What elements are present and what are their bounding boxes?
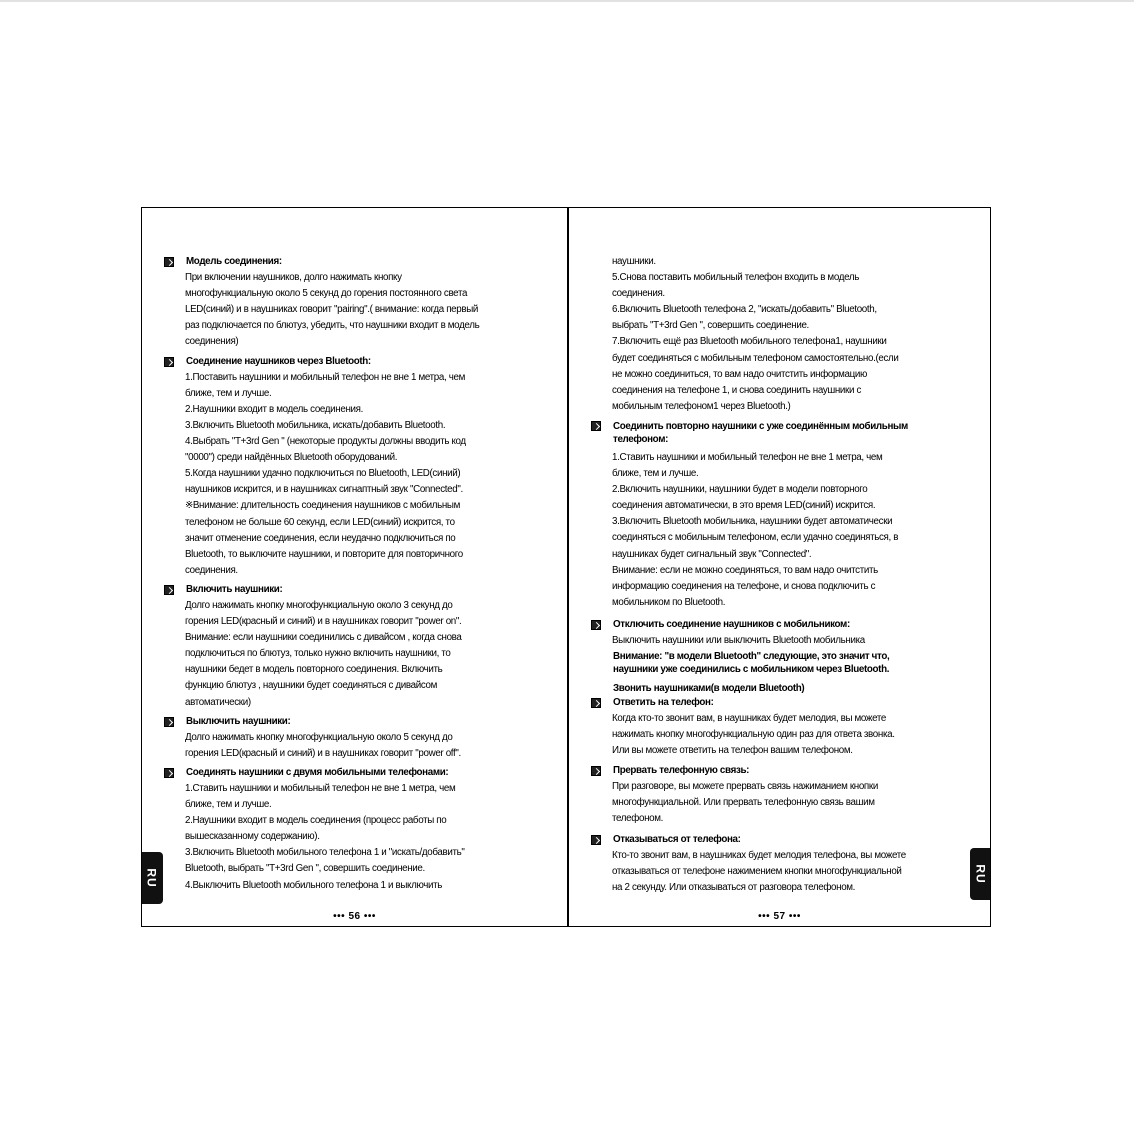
text-line: Внимание: если наушники соединились с дивайсом , когда снова (185, 632, 462, 644)
text-line: телефоном. (612, 812, 663, 824)
language-tab-ru: RU (970, 848, 990, 900)
section-heading: Соединение наушников через Bluetooth: (164, 354, 548, 370)
manual-spread (141, 207, 991, 927)
page-57 (569, 208, 990, 926)
text-line: соединения на телефоне 1, и снова соединить наушники с (612, 384, 862, 396)
checkbox-bullet-icon (164, 585, 174, 595)
text-line: 3.Включить Bluetooth мобильника, искать/добавить Bluetooth. (185, 419, 446, 431)
text-line: вышесказанному содержанию). (185, 831, 320, 843)
section-body (591, 450, 977, 611)
page-56 (142, 208, 567, 926)
text-line: 5.Снова поставить мобильный телефон входить в модель (612, 272, 859, 284)
section-heading: Модель соединения: (164, 254, 548, 270)
text-line: горения LED(красный и синий) и в наушниках говорит "power on". (185, 616, 462, 628)
text-line: ближе, тем и лучше. (185, 799, 272, 811)
page-number: ••• 57 ••• (758, 911, 801, 922)
text-line: наушники бедет в модель повторного соединения. Включить (185, 664, 443, 676)
section-body (164, 270, 548, 350)
text-line: функцию блютуз , наушники будет соединяться с дивайсом (185, 680, 437, 692)
checkbox-bullet-icon (591, 835, 601, 845)
checkbox-bullet-icon (164, 257, 174, 267)
section-heading: Отказываться от телефона: (591, 832, 977, 848)
section-heading: Соединять наушники с двумя мобильными телефонами: (164, 765, 548, 781)
section-body (164, 598, 548, 711)
text-line: 1.Ставить наушники и мобильный телефон не вне 1 метра, чем (185, 783, 456, 794)
checkbox-bullet-icon (591, 620, 601, 630)
section-heading: Включить наушники: (164, 582, 548, 598)
text-line: мобильником по Bluetooth. (612, 596, 726, 608)
text-line: 2.Наушники входит в модель соединения (процесс работы по (185, 815, 447, 827)
section-body (591, 254, 977, 415)
text-line: 4.Выключить Bluetooth мобильного телефона 1 и выключить (185, 879, 443, 891)
text-line: наушники. (612, 256, 656, 267)
text-line: LED(синий) и в наушниках говорит "pairing".( внимание: когда первый (185, 304, 479, 316)
text-line: Bluetooth, выбрать "T+3rd Gen ", совершить соединение. (185, 863, 425, 875)
checkbox-bullet-icon (164, 357, 174, 367)
section-body (591, 848, 977, 896)
section-body (164, 781, 548, 894)
text-line: ближе, тем и лучше. (612, 468, 699, 480)
text-line: 5.Когда наушники удачно подключиться по Bluetooth, LED(синий) (185, 468, 461, 480)
text-line: наушниках будет сигнальный звук "Connected". (612, 548, 812, 560)
text-line: 3.Включить Bluetooth мобильника, наушники будет автоматически (612, 516, 893, 528)
text-line: Долго нажимать кнопку многофункциальную около 5 секунд до (185, 731, 453, 743)
text-line: Когда кто-то звонит вам, в наушниках будет мелодия, вы можете (612, 713, 887, 725)
text-line: наушников искрится, и в наушниках сигнаптный звук "Connected". (185, 484, 463, 496)
text-line: будет соединяться с мобильным телефоном самостоятельно.(если (612, 352, 899, 364)
text-line: не можно соединиться, то вам надо очитстить информацию (612, 368, 867, 380)
checkbox-bullet-icon (591, 421, 601, 431)
text-line: ближе, тем и лучше. (185, 387, 272, 399)
page-56-content (164, 254, 548, 894)
section-heading: Прервать телефонную связь: (591, 763, 977, 779)
checkbox-bullet-icon (591, 698, 601, 708)
section-body (591, 711, 977, 759)
section-body (164, 370, 548, 579)
text-line: 1.Ставить наушники и мобильный телефон не вне 1 метра, чем (612, 451, 883, 463)
text-line: 3.Включить Bluetooth мобильного телефона 1 и "искать/добавить" (185, 847, 465, 859)
text-line: "0000") среди найдённых Bluetooth оборудований. (185, 452, 398, 464)
text-line: При включении наушников, долго нажимать кнопку (185, 272, 402, 284)
page-57-content (591, 254, 977, 896)
top-edge-line (0, 0, 1134, 2)
text-line: Внимание: если не можно соединяться, то вам надо очитстить (612, 564, 878, 576)
text-line: соединяться с мобильным телефоном, если удачно соединяться, в (612, 532, 899, 544)
bluetooth-mode-note: Внимание: "в модели Bluetooth" следующие, это значит что, наушники уже соединились с мобильником через Bluetooth. (613, 651, 890, 676)
text-line: многофункциальной. Или прервать телефонную связь вашим (612, 796, 875, 808)
text-line: соединения. (612, 288, 665, 300)
section-heading: Ответить на телефон: (591, 695, 977, 711)
text-line: Долго нажимать кнопку многофункциальную около 3 секунд до (185, 599, 453, 611)
section-heading: Отключить соединение наушников с мобильником: (591, 617, 977, 633)
text-line: 1.Поставить наушники и мобильный телефон не вне 1 метра, чем (185, 371, 465, 383)
checkbox-bullet-icon (164, 768, 174, 778)
text-line: Кто-то звонит вам, в наушниках будет мелодия телефона, вы можете (612, 850, 906, 861)
section-heading: Выключить наушники: (164, 714, 548, 730)
text-line: автоматически) (185, 696, 251, 708)
text-line: телефоном не больше 60 секунд, если LED(синий) искрится, то (185, 516, 455, 528)
calling-subheading: Звонить наушниками(в модели Bluetooth) (613, 683, 805, 695)
text-line: раз подключается по блютуз, убедить, что наушники входит в модель (185, 320, 480, 332)
section-body (164, 730, 548, 762)
text-line: значит отменение соединения, если неудачно подключиться по (185, 532, 456, 544)
text-line: При разговоре, вы можете прервать связь нажиманием кнопки (612, 780, 878, 792)
text-line: нажимать кнопку многофункциальную один раз для ответа звонка. (612, 729, 895, 741)
text-line: Выключить наушники или выключить Bluetooth мобильника (612, 634, 865, 646)
text-line: 2.Наушники входит в модель соединения. (185, 403, 363, 415)
text-line: соединения автоматически, в это время LED(синий) искрится. (612, 500, 876, 512)
text-line: информацию соединения на телефоне, и снова подключить с (612, 580, 876, 592)
text-line: Или вы можете ответить на телефон вашим телефоном. (612, 745, 853, 757)
text-line: 6.Включить Bluetooth телефона 2, "искать/добавить" Bluetooth, (612, 304, 877, 316)
text-line: отказываться от телефоне нажимением кнопки многофункциальной (612, 866, 902, 878)
text-line: мобильным телефоном1 через Bluetooth.) (612, 400, 791, 412)
text-line: горения LED(красный и синий) и в наушниках говорит "power off". (185, 747, 461, 759)
text-line: 2.Включить наушники, наушники будет в модели повторного (612, 484, 868, 496)
text-line: подключиться по блютуз, только нужно включить наушники, то (185, 648, 451, 660)
text-line: ※Внимание: длительность соединения наушников с мобильным (185, 500, 460, 512)
page-number: ••• 56 ••• (333, 911, 376, 922)
text-line: Bluetooth, то выключите наушники, и повторите для повторичного (185, 548, 463, 560)
text-line: выбрать "T+3rd Gen ", совершить соединение. (612, 320, 809, 332)
checkbox-bullet-icon (164, 717, 174, 727)
checkbox-bullet-icon (591, 766, 601, 776)
text-line: многофункциальную около 5 секунд до горения постоянного света (185, 288, 468, 300)
language-tab-ru: RU (142, 852, 163, 904)
text-line: соединения. (185, 564, 238, 576)
section-heading: Соединить повторно наушники с уже соединённым мобильным телефоном: (591, 420, 977, 446)
text-line: 7.Включить ещё раз Bluetooth мобильного телефона1, наушники (612, 336, 887, 348)
text-line: на 2 секунду. Или отказываться от разговора телефоном. (612, 882, 856, 894)
section-body (591, 633, 977, 649)
text-line: соединения) (185, 336, 239, 348)
text-line: 4.Выбрать "T+3rd Gen " (некоторые продукты должны вводить код (185, 436, 466, 448)
section-body (591, 779, 977, 827)
